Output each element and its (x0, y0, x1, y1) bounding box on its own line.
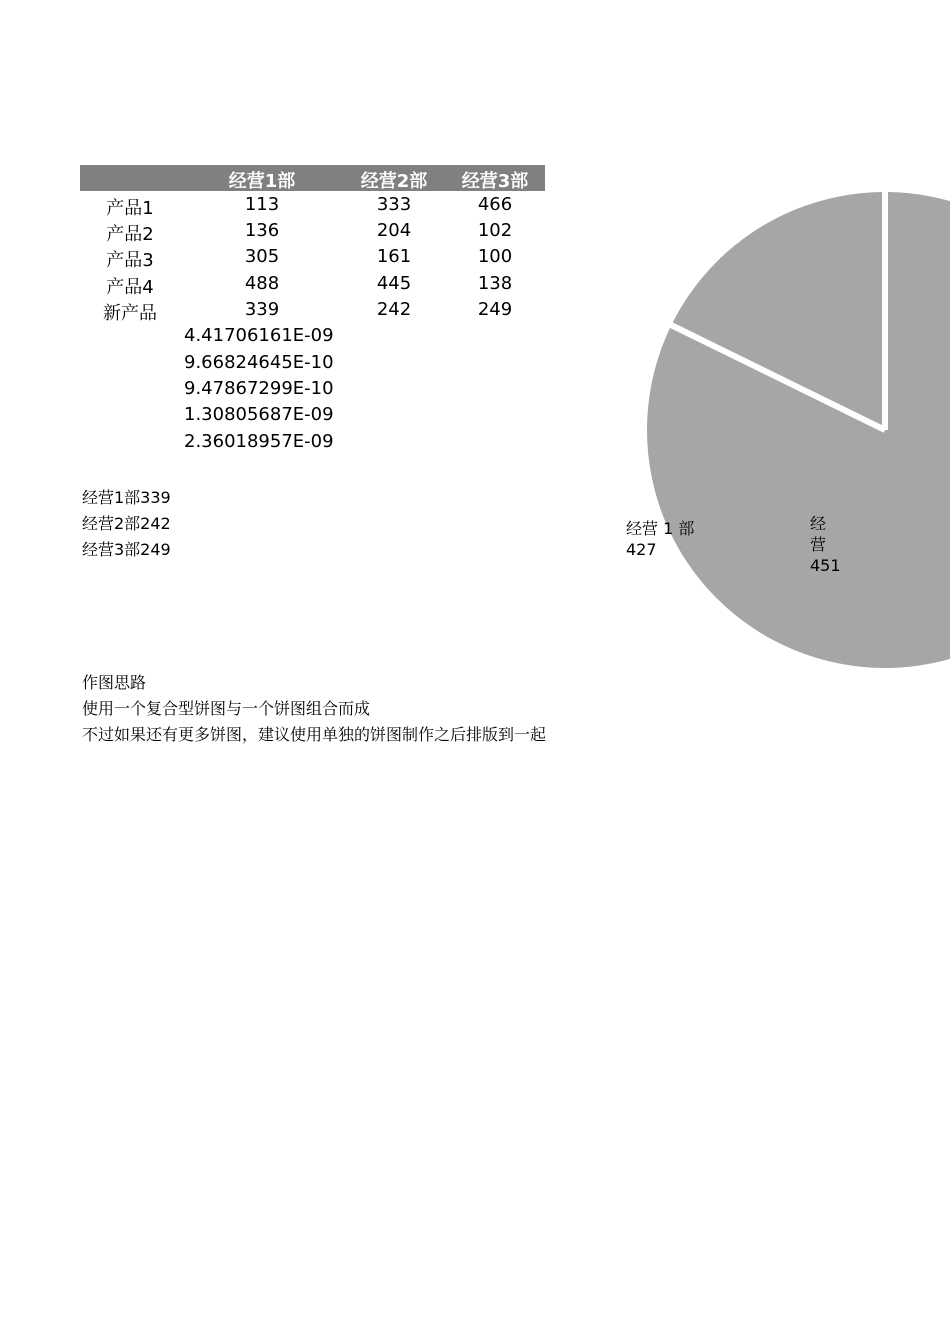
notes-line-2: 不过如果还有更多饼图，建议使用单独的饼图制作之后排版到一起 (82, 725, 547, 744)
row-label: 产品4 (106, 277, 154, 298)
notes-title: 作图思路 (82, 673, 147, 692)
small-value: 9.47867299E-10 (184, 378, 334, 399)
table-cell: 242 (376, 299, 412, 320)
pie-label-dept-2 (810, 513, 841, 576)
table-cell: 339 (244, 299, 280, 320)
pie-chart (600, 150, 841, 710)
pie-label-dept-1 (626, 518, 694, 560)
small-value: 4.41706161E-09 (184, 325, 334, 346)
table-cell: 102 (477, 220, 513, 241)
summary-line: 经营2部242 (82, 514, 171, 533)
table-cell: 305 (244, 246, 280, 267)
table-cell: 249 (477, 299, 513, 320)
pie-chart-svg (600, 150, 835, 710)
table-cell: 445 (376, 273, 412, 294)
row-label: 产品1 (106, 198, 154, 219)
summary-line: 经营1部339 (82, 488, 171, 507)
summary-line: 经营3部249 (82, 540, 171, 559)
small-value: 9.66824645E-10 (184, 352, 334, 373)
pie-slice (647, 192, 950, 668)
small-value: 2.36018957E-09 (184, 431, 334, 452)
row-label: 产品3 (106, 250, 154, 271)
header-dept-1: 经营1部 (228, 171, 296, 192)
table-cell: 161 (376, 246, 412, 267)
table-cell: 138 (477, 273, 513, 294)
row-label: 新产品 (103, 303, 157, 324)
table-cell: 466 (477, 194, 513, 215)
small-value: 1.30805687E-09 (184, 404, 334, 425)
table-cell: 204 (376, 220, 412, 241)
table-cell: 333 (376, 194, 412, 215)
table-cell: 100 (477, 246, 513, 267)
table-cell: 136 (244, 220, 280, 241)
pie-label-value: 451 (810, 556, 841, 575)
pie-label-name: 经营 1 部 (626, 519, 695, 538)
table-cell: 113 (244, 194, 280, 215)
header-dept-3: 经营3部 (461, 171, 529, 192)
header-dept-2: 经营2部 (360, 171, 428, 192)
table-cell: 488 (244, 273, 280, 294)
pie-label-value: 427 (626, 540, 657, 559)
pie-label-name: 经营 (810, 514, 827, 554)
notes-line-1: 使用一个复合型饼图与一个饼图组合而成 (82, 699, 371, 718)
row-label: 产品2 (106, 224, 154, 245)
